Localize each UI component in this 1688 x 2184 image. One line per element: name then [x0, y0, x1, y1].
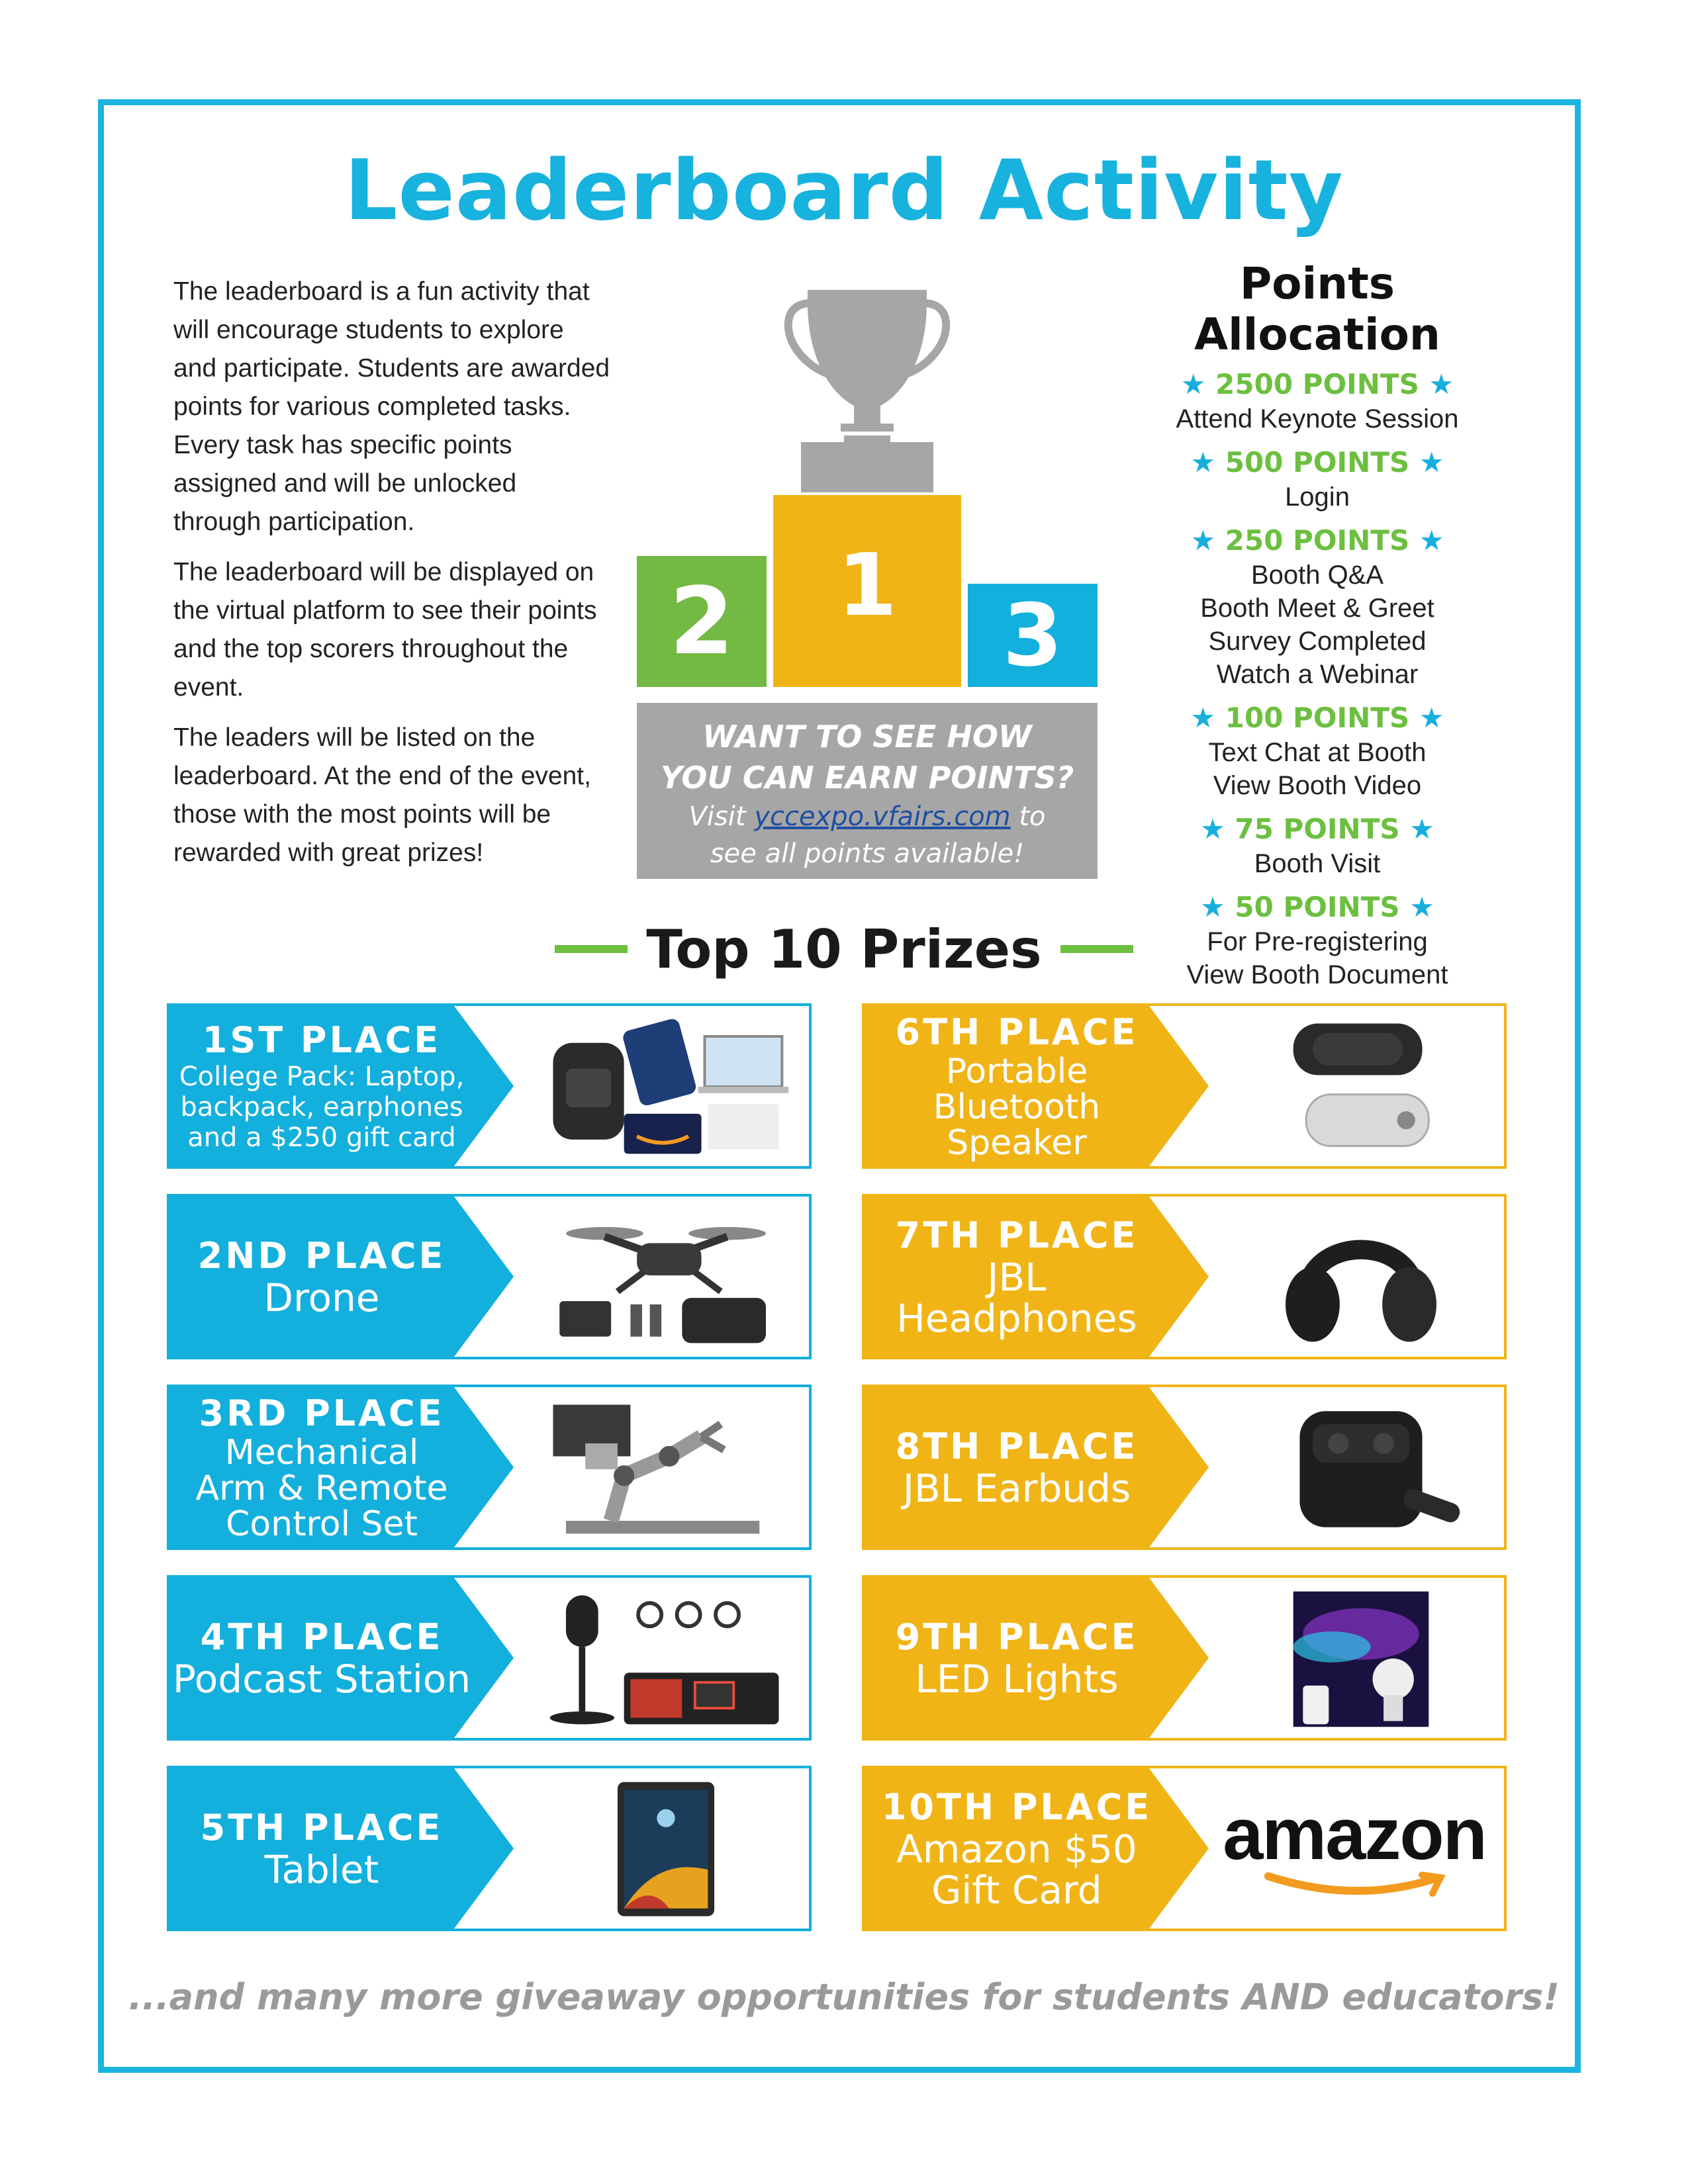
- star-icon: ★: [1419, 524, 1444, 557]
- prize-description: Mechanical: [224, 1433, 419, 1473]
- prize-text: [169, 1387, 474, 1547]
- prize-description: JBL Earbuds: [902, 1466, 1131, 1511]
- prize-description: Amazon $50: [896, 1827, 1137, 1872]
- star-icon: ★: [1200, 813, 1225, 845]
- prize-text: [865, 1768, 1169, 1929]
- prizes-title-text: Top 10 Prizes: [646, 919, 1042, 980]
- prize-description: Speaker: [947, 1123, 1087, 1163]
- page-title: Leaderboard Activity: [344, 142, 1344, 239]
- star-icon: ★: [1409, 891, 1434, 923]
- prize-image: [540, 1015, 792, 1158]
- prize-description: Arm & Remote: [195, 1469, 448, 1508]
- prize-description: backpack, earphones: [180, 1092, 463, 1122]
- podium-third: 3: [968, 584, 1098, 687]
- prize-card: [167, 1194, 812, 1359]
- points-tier: [1112, 700, 1523, 802]
- points-tier-label: [1112, 445, 1523, 480]
- intro-paragraph-1: The leaderboard is a fun activity that will encourage students to explore and participate. Students are awarded points for various completed tasks. Every task has specific points assigned and will be unlocked through participation.: [173, 277, 610, 536]
- prize-place: 4TH PLACE: [200, 1616, 444, 1658]
- prize-card: [167, 1385, 812, 1550]
- star-icon: ★: [1190, 446, 1216, 478]
- points-allocation: [1112, 258, 1523, 1001]
- prize-image: [540, 1396, 792, 1539]
- podium-second: 2: [637, 556, 767, 687]
- prize-text: [865, 1387, 1169, 1547]
- intro-text: [173, 273, 610, 884]
- prize-description: and a $250 gift card: [187, 1122, 456, 1153]
- cta-to: to: [1019, 801, 1046, 832]
- amazon-logo: [1209, 1778, 1500, 1921]
- prize-description: Headphones: [896, 1296, 1137, 1341]
- prize-card: [862, 1003, 1507, 1169]
- amazon-logo-text: amazon: [1223, 1794, 1486, 1875]
- points-activity: Text Chat at Booth: [1208, 738, 1427, 767]
- prize-place: 3RD PLACE: [199, 1392, 445, 1434]
- prize-description: JBL: [987, 1255, 1047, 1300]
- points-tier-label: [1112, 811, 1523, 847]
- prize-text: [865, 1578, 1169, 1738]
- prize-card: [862, 1575, 1507, 1741]
- points-activity: For Pre-registering: [1207, 927, 1428, 956]
- points-heading: Points Allocation: [1194, 258, 1440, 360]
- prize-card: [167, 1575, 812, 1741]
- prize-image: [540, 1587, 792, 1730]
- points-activity: Attend Keynote Session: [1176, 404, 1459, 433]
- prize-place: 2ND PLACE: [197, 1235, 446, 1277]
- cta-line-2: YOU CAN EARN POINTS?: [660, 760, 1074, 796]
- prize-description: Gift Card: [931, 1868, 1102, 1913]
- points-activity: Booth Visit: [1254, 849, 1381, 878]
- prize-card: [862, 1766, 1507, 1931]
- points-value: 250 POINTS: [1225, 524, 1410, 557]
- prize-description: Podcast Station: [172, 1657, 471, 1702]
- intro-paragraph-2: The leaderboard will be displayed on the virtual platform to see their points and the top scorers throughout the event.: [173, 558, 597, 702]
- prize-text: [865, 1197, 1169, 1357]
- prize-card: [862, 1385, 1507, 1550]
- points-activity: Survey Completed: [1208, 627, 1427, 656]
- points-activity: Booth Meet & Greet: [1200, 594, 1434, 623]
- prize-text: [169, 1006, 474, 1166]
- prize-text: [169, 1197, 474, 1357]
- points-value: 500 POINTS: [1225, 446, 1410, 478]
- prize-description: Tablet: [264, 1847, 379, 1892]
- prize-place: 6TH PLACE: [895, 1011, 1139, 1053]
- star-icon: ★: [1180, 368, 1206, 400]
- prize-place: 1ST PLACE: [202, 1019, 442, 1061]
- prize-place: 9TH PLACE: [895, 1616, 1139, 1658]
- points-activity: View Booth Video: [1213, 771, 1422, 800]
- prizes-title: [0, 919, 1688, 980]
- star-icon: ★: [1419, 446, 1444, 478]
- prize-image: [1235, 1015, 1487, 1158]
- points-tier: [1112, 445, 1523, 514]
- points-activity: Booth Q&A: [1250, 561, 1384, 590]
- prize-image: [1235, 1206, 1487, 1349]
- prize-text: [865, 1006, 1169, 1166]
- star-icon: ★: [1409, 813, 1434, 845]
- prize-description: Drone: [263, 1275, 380, 1320]
- prize-place: 8TH PLACE: [895, 1426, 1139, 1467]
- prize-text: [169, 1768, 474, 1929]
- points-value: 2500 POINTS: [1215, 368, 1419, 400]
- points-activity: Watch a Webinar: [1216, 660, 1419, 689]
- trophy-icon: [781, 283, 953, 492]
- title-dash-right: [1060, 945, 1133, 953]
- prize-description: Portable: [945, 1052, 1088, 1091]
- points-activity: Login: [1285, 482, 1350, 512]
- points-value: 100 POINTS: [1225, 702, 1410, 734]
- prize-description: Bluetooth: [933, 1087, 1101, 1127]
- cta-line-1: WANT TO SEE HOW: [702, 719, 1032, 754]
- star-icon: ★: [1190, 524, 1216, 557]
- cta-line-4: see all points available!: [710, 839, 1025, 869]
- podium-first: 1: [773, 495, 961, 687]
- prize-card: [167, 1766, 812, 1931]
- points-tier-label: [1112, 523, 1523, 559]
- prize-card: [862, 1194, 1507, 1359]
- expo-link[interactable]: yccexpo.vfairs.com: [754, 801, 1011, 832]
- prize-place: 7TH PLACE: [895, 1214, 1139, 1256]
- star-icon: ★: [1200, 891, 1225, 923]
- points-tier-label: [1112, 367, 1523, 402]
- prize-place: 5TH PLACE: [200, 1807, 444, 1848]
- cta-visit: Visit: [688, 801, 746, 832]
- points-tier: [1112, 811, 1523, 880]
- points-tier: [1112, 523, 1523, 691]
- prize-image: [1235, 1396, 1487, 1539]
- points-value: 50 POINTS: [1235, 891, 1400, 923]
- prize-image: [540, 1206, 792, 1349]
- prize-description: College Pack: Laptop,: [179, 1062, 465, 1092]
- prize-text: [169, 1578, 474, 1738]
- star-icon: ★: [1190, 702, 1216, 734]
- star-icon: ★: [1419, 702, 1444, 734]
- points-activity: View Booth Document: [1186, 960, 1448, 989]
- points-tier-label: [1112, 700, 1523, 736]
- points-tier: [1112, 367, 1523, 435]
- earn-points-callout: [637, 703, 1098, 879]
- points-value: 75 POINTS: [1235, 813, 1400, 845]
- intro-paragraph-3: The leaders will be listed on the leaderboard. At the end of the event, those with the most points will be rewarded with great prizes!: [173, 723, 591, 867]
- prize-image: [1235, 1587, 1487, 1730]
- title-dash-left: [555, 945, 628, 953]
- prize-image: [540, 1778, 792, 1921]
- footer-note: ...and many more giveaway opportunities for students AND educators!: [128, 1976, 1560, 2018]
- prize-description: Control Set: [226, 1504, 418, 1544]
- cta-line-3: [637, 798, 1098, 835]
- prize-place: 10TH PLACE: [881, 1786, 1152, 1828]
- prize-card: [167, 1003, 812, 1169]
- prize-description: LED Lights: [915, 1657, 1119, 1702]
- star-icon: ★: [1429, 368, 1454, 400]
